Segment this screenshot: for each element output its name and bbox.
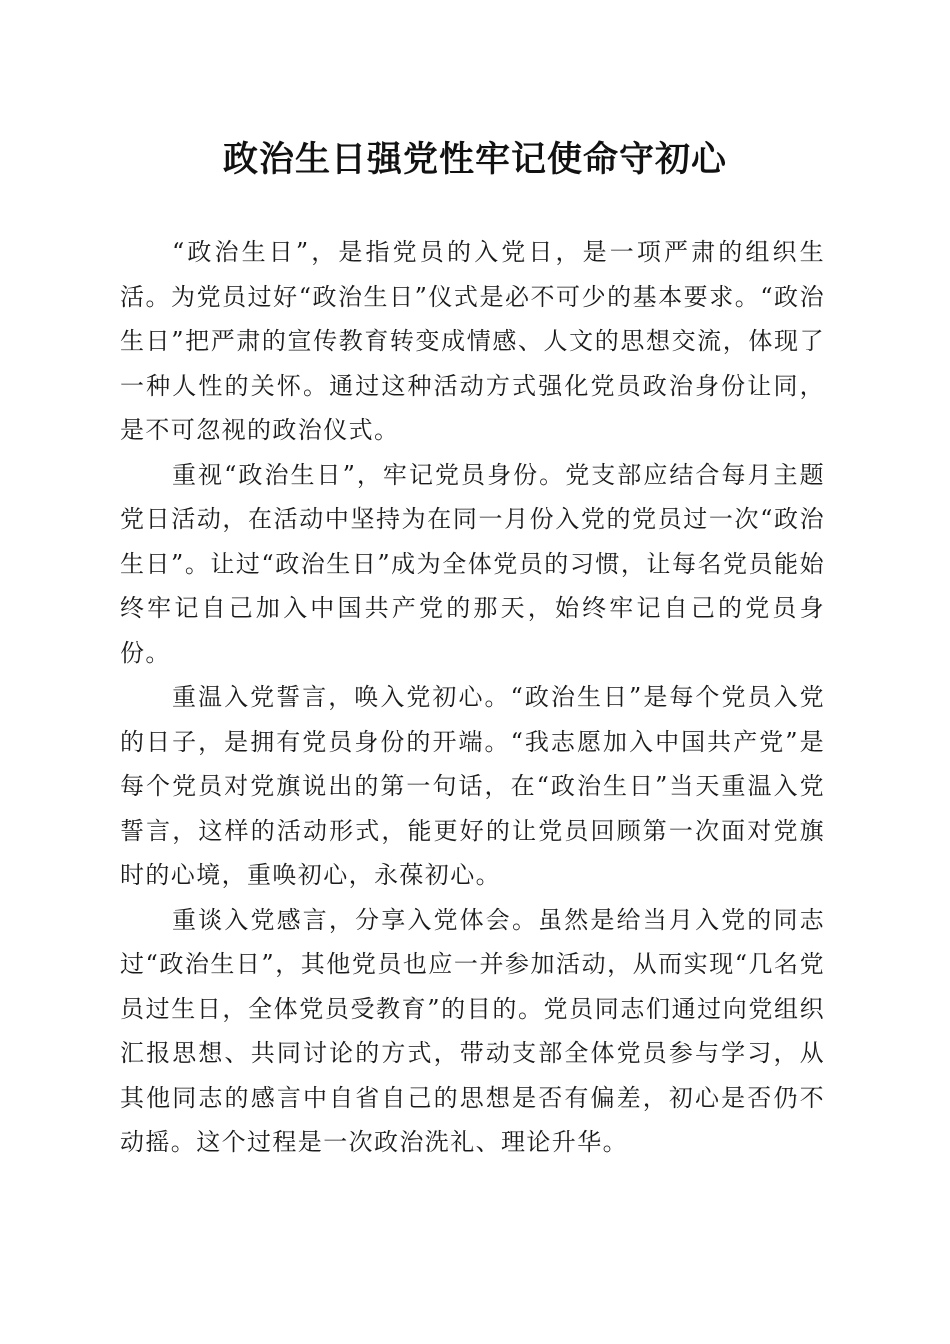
paragraph-1: “政治生日”，是指党员的入党日，是一项严肃的组织生活。为党员过好“政治生日”仪式是必不可少的基本要求。“政治生日”把严肃的宣传教育转变成情感、人文的思想交流，体现了一种人性的关怀。通过这种活动方式强化党员政治身份让同，是不可忽视的政治仪式。 [120, 238, 825, 444]
paragraph-4: 重谈入党感言，分享入党体会。虽然是给当月入党的同志过“政治生日”，其他党员也应一并参加活动，从而实现“几名党员过生日，全体党员受教育”的目的。党员同志们通过向党组织汇报思想、共同讨论的方式，带动支部全体党员参与学习，从其他同志的感言中自省自己的思想是否有偏差，初心是否仍不动摇。这个过程是一次政治洗礼、理论升华。 [120, 905, 825, 1156]
document-body [120, 230, 825, 1165]
paragraph-2: 重视“政治生日”，牢记党员身份。党支部应结合每月主题党日活动，在活动中坚持为在同一月份入党的党员过一次“政治生日”。让过“政治生日”成为全体党员的习惯，让每名党员能始终牢记自己加入中国共产党的那天，始终牢记自己的党员身份。 [120, 460, 825, 667]
paragraph-3: 重温入党誓言，唤入党初心。“政治生日”是每个党员入党的日子，是拥有党员身份的开端。“我志愿加入中国共产党”是每个党员对党旗说出的第一句话，在“政治生日”当天重温入党誓言，这样的活动形式，能更好的让党员回顾第一次面对党旗时的心境，重唤初心，永葆初心。 [120, 683, 825, 889]
document-title: 政治生日强党性牢记使命守初心 [222, 139, 727, 180]
